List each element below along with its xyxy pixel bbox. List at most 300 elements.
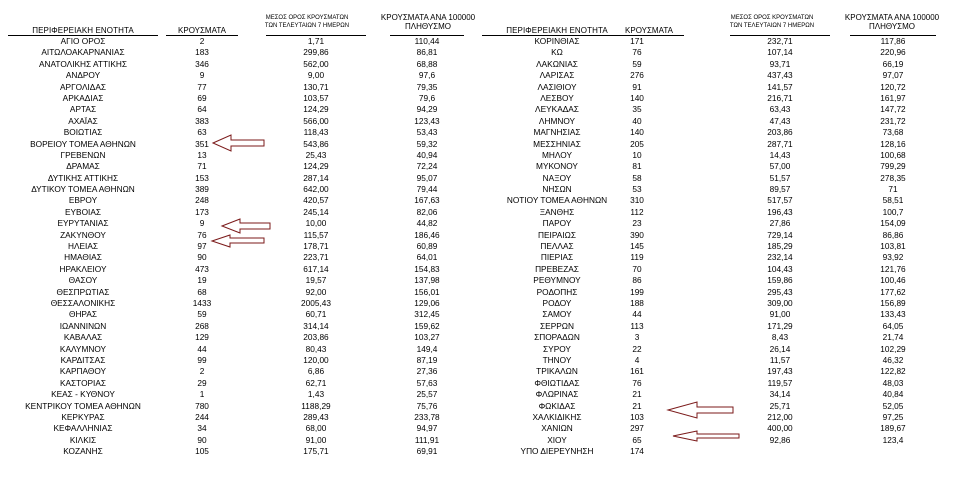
cell-per100k: 278,35 bbox=[880, 172, 906, 183]
table-row bbox=[478, 36, 956, 47]
header-avg-line1: ΜΕΣΟΣ ΟΡΟΣ ΚΡΟΥΣΜΑΤΩΝ bbox=[265, 15, 349, 21]
cell-cases: 40 bbox=[632, 115, 642, 126]
cell-region: ΘΕΣΠΡΩΤΙΑΣ bbox=[56, 286, 110, 297]
cell-cases: 145 bbox=[630, 241, 644, 252]
cell-per100k: 53,43 bbox=[416, 127, 438, 138]
cell-cases: 199 bbox=[630, 286, 644, 297]
cell-cases: 268 bbox=[195, 320, 209, 331]
cell-avg: 295,43 bbox=[767, 286, 793, 297]
cell-per100k: 68,88 bbox=[416, 58, 438, 69]
cell-per100k: 177,62 bbox=[880, 286, 906, 297]
cell-per100k: 161,97 bbox=[880, 92, 906, 103]
cell-per100k: 40,84 bbox=[882, 389, 904, 400]
cell-per100k: 75,76 bbox=[416, 400, 438, 411]
cell-cases: 2 bbox=[199, 36, 205, 46]
header-avg bbox=[712, 14, 832, 30]
table-row bbox=[0, 446, 478, 457]
cell-region: ΗΡΑΚΛΕΙΟΥ bbox=[59, 263, 107, 274]
table-row bbox=[0, 139, 478, 150]
cell-per100k: 147,72 bbox=[880, 104, 906, 115]
cell-per100k: 86,81 bbox=[416, 47, 438, 58]
cell-per100k: 64,01 bbox=[416, 252, 438, 263]
cell-cases: 188 bbox=[630, 297, 644, 308]
cell-cases: 99 bbox=[197, 354, 207, 365]
cell-region: ΗΛΕΙΑΣ bbox=[67, 241, 99, 252]
cell-cases: 29 bbox=[197, 377, 207, 388]
header-region: ΠΕΡΙΦΕΡΕΙΑΚΗ ΕΝΟΤΗΤΑ bbox=[32, 26, 134, 35]
cell-region: ΚΕΝΤΡΙΚΟΥ ΤΟΜΕΑ ΑΘΗΝΩΝ bbox=[25, 400, 141, 411]
table-row bbox=[0, 298, 478, 309]
table-row bbox=[0, 207, 478, 218]
cell-per100k: 233,78 bbox=[414, 411, 440, 422]
cell-region: ΣΑΜΟΥ bbox=[542, 309, 572, 320]
cell-region: ΕΥΡΥΤΑΝΙΑΣ bbox=[57, 218, 109, 229]
cell-cases: 91 bbox=[632, 81, 642, 92]
cell-per100k: 25,57 bbox=[416, 389, 438, 400]
cell-avg: 517,57 bbox=[767, 195, 793, 206]
cell-avg: 68,00 bbox=[305, 423, 327, 434]
cell-per100k: 103,81 bbox=[880, 241, 906, 252]
cell-region: ΙΩΑΝΝΙΝΩΝ bbox=[59, 320, 107, 331]
cell-per100k: 122,82 bbox=[880, 366, 906, 377]
cell-region: ΜΥΚΟΝΟΥ bbox=[536, 161, 578, 172]
cell-cases: 113 bbox=[630, 320, 644, 331]
header-per100k bbox=[832, 13, 952, 31]
cell-per100k: 189,67 bbox=[880, 423, 906, 434]
cell-region: ΝΗΣΩΝ bbox=[542, 184, 572, 195]
cell-cases: 76 bbox=[197, 229, 207, 240]
cell-cases: 129 bbox=[195, 332, 209, 343]
table-row bbox=[0, 70, 478, 81]
cell-region: ΦΘΙΩΤΙΔΑΣ bbox=[534, 377, 580, 388]
cell-avg: 543,86 bbox=[303, 138, 329, 149]
cell-cases: 248 bbox=[195, 195, 209, 206]
cell-region: ΦΛΩΡΙΝΑΣ bbox=[535, 389, 579, 400]
cell-avg: 104,43 bbox=[767, 263, 793, 274]
cell-region: ΖΑΚΥΝΘΟΥ bbox=[60, 229, 106, 240]
cell-per100k: 97,25 bbox=[882, 411, 904, 422]
table-row bbox=[478, 389, 956, 400]
cell-avg: 89,57 bbox=[769, 184, 791, 195]
table-row bbox=[478, 275, 956, 286]
cell-region: ΑΝΔΡΟΥ bbox=[65, 70, 101, 81]
cell-cases: 68 bbox=[197, 286, 207, 297]
table-row bbox=[0, 344, 478, 355]
cell-region: ΛΕΥΚΑΔΑΣ bbox=[535, 104, 579, 115]
table-row bbox=[0, 241, 478, 252]
table-row bbox=[478, 207, 956, 218]
cell-cases: 44 bbox=[197, 343, 207, 354]
table-row bbox=[0, 82, 478, 93]
cell-region: ΥΠΟ ΔΙΕΡΕΥΝΗΣΗ bbox=[520, 446, 594, 457]
cell-cases: 103 bbox=[630, 411, 644, 422]
table-row bbox=[478, 366, 956, 377]
cell-per100k: 97,6 bbox=[418, 70, 436, 81]
left-table bbox=[0, 0, 478, 457]
table-row bbox=[0, 161, 478, 172]
cell-per100k: 58,51 bbox=[882, 195, 904, 206]
cell-avg: 642,00 bbox=[303, 184, 329, 195]
cell-avg: 124,29 bbox=[303, 161, 329, 172]
cell-per100k: 149,4 bbox=[416, 343, 438, 354]
cell-cases: 171 bbox=[630, 36, 644, 46]
cell-avg: 51,57 bbox=[769, 172, 791, 183]
cell-avg: 566,00 bbox=[303, 115, 329, 126]
cell-region: ΜΑΓΝΗΣΙΑΣ bbox=[533, 127, 581, 138]
cell-avg: 80,43 bbox=[305, 343, 327, 354]
cell-per100k: 123,4 bbox=[882, 434, 904, 445]
cell-cases: 780 bbox=[195, 400, 209, 411]
cell-cases: 276 bbox=[630, 70, 644, 81]
cell-cases: 44 bbox=[632, 309, 642, 320]
cell-region: ΑΡΓΟΛΙΔΑΣ bbox=[60, 81, 106, 92]
cell-per100k: 59,32 bbox=[416, 138, 438, 149]
cell-region: ΘΑΣΟΥ bbox=[68, 275, 98, 286]
cell-region: ΠΕΛΛΑΣ bbox=[540, 241, 574, 252]
cell-region: ΒΟΡΕΙΟΥ ΤΟΜΕΑ ΑΘΗΝΩΝ bbox=[30, 138, 136, 149]
table-row bbox=[0, 218, 478, 229]
cell-avg: 1,43 bbox=[307, 389, 325, 400]
left-table-header bbox=[0, 0, 478, 36]
table-row bbox=[478, 139, 956, 150]
table-row bbox=[0, 150, 478, 161]
cell-avg: 25,43 bbox=[305, 149, 327, 160]
cell-per100k: 154,09 bbox=[880, 218, 906, 229]
cell-region: ΕΒΡΟΥ bbox=[68, 195, 98, 206]
cell-avg: 729,14 bbox=[767, 229, 793, 240]
cell-avg: 120,00 bbox=[303, 354, 329, 365]
cell-region: ΣΕΡΡΩΝ bbox=[540, 320, 574, 331]
table-row bbox=[0, 389, 478, 400]
cell-cases: 59 bbox=[197, 309, 207, 320]
cell-avg: 34,14 bbox=[769, 389, 791, 400]
cell-cases: 244 bbox=[195, 411, 209, 422]
cell-region: ΚΑΡΠΑΘΟΥ bbox=[59, 366, 107, 377]
header-per100k-line1: ΚΡΟΥΣΜΑΤΑ ΑΝΑ 100000 bbox=[844, 13, 940, 22]
table-row bbox=[478, 82, 956, 93]
table-row bbox=[0, 275, 478, 286]
cell-avg: 119,57 bbox=[767, 377, 793, 388]
cell-region: ΚΑΣΤΟΡΙΑΣ bbox=[59, 377, 107, 388]
cell-region: ΘΕΣΣΑΛΟΝΙΚΗΣ bbox=[50, 297, 116, 308]
cell-cases: 76 bbox=[632, 47, 642, 58]
cell-avg: 289,43 bbox=[303, 411, 329, 422]
cell-region: ΑΝΑΤΟΛΙΚΗΣ ΑΤΤΙΚΗΣ bbox=[38, 58, 128, 69]
cell-avg: 11,57 bbox=[769, 354, 791, 365]
table-row bbox=[0, 104, 478, 115]
cell-avg: 62,71 bbox=[305, 377, 327, 388]
cell-cases: 34 bbox=[197, 423, 207, 434]
cell-per100k: 120,72 bbox=[880, 81, 906, 92]
cell-avg: 115,57 bbox=[303, 229, 329, 240]
cell-cases: 64 bbox=[197, 104, 207, 115]
cell-avg: 314,14 bbox=[303, 320, 329, 331]
table-row bbox=[0, 332, 478, 343]
table-row bbox=[478, 218, 956, 229]
cell-cases: 1433 bbox=[192, 297, 212, 308]
header-per100k bbox=[368, 13, 488, 31]
cell-avg: 216,71 bbox=[767, 92, 793, 103]
cell-avg: 232,14 bbox=[767, 252, 793, 263]
cell-avg: 287,14 bbox=[303, 172, 329, 183]
table-row bbox=[0, 435, 478, 446]
cell-avg: 118,43 bbox=[303, 127, 329, 138]
cell-avg: 103,57 bbox=[303, 92, 329, 103]
cell-per100k: 121,76 bbox=[880, 263, 906, 274]
cell-cases: 22 bbox=[632, 343, 642, 354]
cell-per100k: 44,82 bbox=[416, 218, 438, 229]
cell-avg: 1,71 bbox=[307, 36, 325, 46]
cell-region: ΚΕΑΣ - ΚΥΘΝΟΥ bbox=[51, 389, 115, 400]
table-row bbox=[0, 36, 478, 47]
cell-per100k: 156,89 bbox=[880, 297, 906, 308]
cell-per100k: 156,01 bbox=[414, 286, 440, 297]
cell-avg: 171,29 bbox=[767, 320, 793, 331]
cell-cases: 346 bbox=[195, 58, 209, 69]
cell-cases: 35 bbox=[632, 104, 642, 115]
table-row bbox=[478, 309, 956, 320]
cell-avg: 91,00 bbox=[305, 434, 327, 445]
header-region: ΠΕΡΙΦΕΡΕΙΑΚΗ ΕΝΟΤΗΤΑ bbox=[506, 26, 608, 35]
table-row bbox=[0, 47, 478, 58]
cell-region: ΔΥΤΙΚΟΥ ΤΟΜΕΑ ΑΘΗΝΩΝ bbox=[31, 184, 135, 195]
table-row bbox=[478, 47, 956, 58]
cell-region: ΚΟΖΑΝΗΣ bbox=[63, 446, 103, 457]
cell-region: ΘΗΡΑΣ bbox=[68, 309, 98, 320]
cell-region: ΧΙΟΥ bbox=[547, 434, 567, 445]
cell-cases: 153 bbox=[195, 172, 209, 183]
table-row bbox=[478, 173, 956, 184]
table-row bbox=[478, 116, 956, 127]
cell-cases: 390 bbox=[630, 229, 644, 240]
cell-region: ΛΗΜΝΟΥ bbox=[538, 115, 576, 126]
cell-region: ΠΡΕΒΕΖΑΣ bbox=[535, 263, 579, 274]
cell-avg: 1188,29 bbox=[301, 400, 331, 411]
cell-per100k: 103,27 bbox=[414, 332, 440, 343]
cell-cases: 76 bbox=[632, 377, 642, 388]
cell-avg: 437,43 bbox=[767, 70, 793, 81]
cell-region: ΜΗΛΟΥ bbox=[542, 149, 572, 160]
table-row bbox=[478, 59, 956, 70]
cell-per100k: 72,24 bbox=[416, 161, 438, 172]
cell-per100k: 66,19 bbox=[882, 58, 904, 69]
cell-region: ΚΟΡΙΝΘΙΑΣ bbox=[534, 36, 580, 46]
right-table-body bbox=[478, 36, 956, 457]
cell-region: ΧΑΝΙΩΝ bbox=[541, 423, 573, 434]
cell-cases: 9 bbox=[199, 70, 205, 81]
cell-avg: 212,00 bbox=[767, 411, 793, 422]
table-row bbox=[478, 344, 956, 355]
table-row bbox=[0, 116, 478, 127]
cell-region: ΝΑΞΟΥ bbox=[542, 172, 572, 183]
cell-per100k: 93,92 bbox=[882, 252, 904, 263]
cell-avg: 299,86 bbox=[303, 47, 329, 58]
cell-avg: 159,86 bbox=[767, 275, 793, 286]
cell-region: ΑΓΙΟ ΟΡΟΣ bbox=[60, 36, 106, 46]
cell-per100k: 123,43 bbox=[414, 115, 440, 126]
header-avg-line1: ΜΕΣΟΣ ΟΡΟΣ ΚΡΟΥΣΜΑΤΩΝ bbox=[730, 15, 814, 21]
cell-per100k: 79,44 bbox=[416, 184, 438, 195]
table-row bbox=[478, 287, 956, 298]
cell-region: ΗΜΑΘΙΑΣ bbox=[64, 252, 102, 263]
cell-region: ΚΩ bbox=[551, 47, 563, 58]
cell-cases: 297 bbox=[630, 423, 644, 434]
cell-per100k: 167,63 bbox=[414, 195, 440, 206]
cell-region: ΛΕΣΒΟΥ bbox=[540, 92, 574, 103]
cell-cases: 21 bbox=[632, 389, 642, 400]
cell-cases: 77 bbox=[197, 81, 207, 92]
cell-avg: 10,00 bbox=[305, 218, 327, 229]
cell-avg: 185,29 bbox=[767, 241, 793, 252]
cell-per100k: 52,05 bbox=[882, 400, 904, 411]
cell-avg: 196,43 bbox=[767, 206, 793, 217]
table-row bbox=[478, 435, 956, 446]
table-row bbox=[478, 264, 956, 275]
cell-avg: 19,57 bbox=[305, 275, 327, 286]
cell-avg: 27,86 bbox=[769, 218, 791, 229]
cell-region: ΑΧΑΪΑΣ bbox=[68, 115, 98, 126]
cell-region: ΤΡΙΚΑΛΩΝ bbox=[536, 366, 578, 377]
cell-avg: 178,71 bbox=[303, 241, 329, 252]
table-row bbox=[0, 287, 478, 298]
cell-region: ΓΡΕΒΕΝΩΝ bbox=[60, 149, 106, 160]
cell-per100k: 312,45 bbox=[414, 309, 440, 320]
cell-region: ΑΡΚΑΔΙΑΣ bbox=[62, 92, 104, 103]
cell-avg: 14,43 bbox=[769, 149, 791, 160]
cell-per100k: 129,06 bbox=[414, 297, 440, 308]
table-row bbox=[0, 378, 478, 389]
cell-cases: 351 bbox=[195, 138, 209, 149]
cell-cases: 58 bbox=[632, 172, 642, 183]
cell-avg: 124,29 bbox=[303, 104, 329, 115]
cell-avg: 47,43 bbox=[769, 115, 791, 126]
cell-region: ΚΑΛΥΜΝΟΥ bbox=[59, 343, 107, 354]
table-row bbox=[0, 230, 478, 241]
cell-cases: 86 bbox=[632, 275, 642, 286]
cell-cases: 473 bbox=[195, 263, 209, 274]
cell-region: ΚΑΒΑΛΑΣ bbox=[63, 332, 103, 343]
cell-per100k: 82,06 bbox=[416, 206, 438, 217]
table-row bbox=[0, 401, 478, 412]
cell-region: ΑΡΤΑΣ bbox=[69, 104, 97, 115]
cell-per100k: 21,74 bbox=[882, 332, 904, 343]
cell-per100k: 110,44 bbox=[414, 36, 440, 46]
cell-avg: 420,57 bbox=[303, 195, 329, 206]
cell-per100k: 48,03 bbox=[882, 377, 904, 388]
cell-avg: 141,57 bbox=[767, 81, 793, 92]
cell-per100k: 79,35 bbox=[416, 81, 438, 92]
table-row bbox=[0, 309, 478, 320]
cell-region: ΛΑΣΙΘΙΟΥ bbox=[537, 81, 577, 92]
right-table bbox=[478, 0, 956, 457]
cell-cases: 65 bbox=[632, 434, 642, 445]
cell-region: ΛΑΚΩΝΙΑΣ bbox=[536, 58, 578, 69]
cell-region: ΚΕΡΚΥΡΑΣ bbox=[61, 411, 105, 422]
cell-cases: 140 bbox=[630, 127, 644, 138]
cell-per100k: 94,97 bbox=[416, 423, 438, 434]
table-row bbox=[0, 93, 478, 104]
cell-per100k: 799,29 bbox=[880, 161, 906, 172]
cell-per100k: 87,19 bbox=[416, 354, 438, 365]
table-row bbox=[478, 93, 956, 104]
cell-cases: 383 bbox=[195, 115, 209, 126]
cell-cases: 310 bbox=[630, 195, 644, 206]
table-row bbox=[478, 70, 956, 81]
table-row bbox=[478, 161, 956, 172]
table-row bbox=[0, 321, 478, 332]
cell-cases: 173 bbox=[195, 206, 209, 217]
cell-per100k: 60,89 bbox=[416, 241, 438, 252]
left-table-body bbox=[0, 36, 478, 457]
cell-avg: 617,14 bbox=[303, 263, 329, 274]
cell-region: ΚΑΡΔΙΤΣΑΣ bbox=[60, 354, 106, 365]
table-row bbox=[478, 423, 956, 434]
cell-avg: 232,71 bbox=[767, 36, 793, 46]
cell-region: ΑΙΤΩΛΟΑΚΑΡΝΑΝΙΑΣ bbox=[41, 47, 125, 58]
table-row bbox=[478, 230, 956, 241]
cell-region: ΠΑΡΟΥ bbox=[542, 218, 572, 229]
cell-per100k: 102,29 bbox=[880, 343, 906, 354]
cell-avg: 92,86 bbox=[769, 434, 791, 445]
cell-cases: 105 bbox=[195, 446, 209, 457]
cell-region: ΡΟΔΟΥ bbox=[542, 297, 572, 308]
cell-cases: 161 bbox=[630, 366, 644, 377]
header-per100k-line2: ΠΛΗΘΥΣΜΟ bbox=[404, 22, 452, 31]
cell-region: ΔΥΤΙΚΗΣ ΑΤΤΙΚΗΣ bbox=[47, 172, 119, 183]
cell-avg: 400,00 bbox=[767, 423, 793, 434]
cell-per100k: 95,07 bbox=[416, 172, 438, 183]
right-table-header bbox=[478, 0, 956, 36]
cell-avg: 107,14 bbox=[767, 47, 793, 58]
cell-cases: 119 bbox=[630, 252, 644, 263]
cell-per100k: 64,05 bbox=[882, 320, 904, 331]
cell-avg: 91,00 bbox=[769, 309, 791, 320]
cell-avg: 203,86 bbox=[767, 127, 793, 138]
cell-region: ΒΟΙΩΤΙΑΣ bbox=[63, 127, 103, 138]
cell-region: ΣΠΟΡΑΔΩΝ bbox=[534, 332, 580, 343]
cell-cases: 389 bbox=[195, 184, 209, 195]
cell-region: ΝΟΤΙΟΥ ΤΟΜΕΑ ΑΘΗΝΩΝ bbox=[506, 195, 608, 206]
cell-avg: 63,43 bbox=[769, 104, 791, 115]
cell-cases: 90 bbox=[197, 252, 207, 263]
cell-cases: 13 bbox=[197, 149, 207, 160]
cell-per100k: 27,36 bbox=[416, 366, 438, 377]
table-row bbox=[0, 264, 478, 275]
cell-per100k: 100,46 bbox=[880, 275, 906, 286]
cell-region: ΔΡΑΜΑΣ bbox=[66, 161, 100, 172]
table-row bbox=[0, 423, 478, 434]
table-row bbox=[478, 195, 956, 206]
cell-per100k: 117,86 bbox=[880, 36, 906, 46]
cell-cases: 59 bbox=[632, 58, 642, 69]
cell-cases: 69 bbox=[197, 92, 207, 103]
cell-avg: 203,86 bbox=[303, 332, 329, 343]
cell-per100k: 94,29 bbox=[416, 104, 438, 115]
cell-per100k: 71 bbox=[888, 184, 898, 195]
cell-cases: 90 bbox=[197, 434, 207, 445]
cell-cases: 19 bbox=[197, 275, 207, 286]
table-row bbox=[478, 241, 956, 252]
cell-avg: 8,43 bbox=[771, 332, 789, 343]
cell-per100k: 100,7 bbox=[882, 206, 904, 217]
cell-cases: 205 bbox=[630, 138, 644, 149]
cell-cases: 70 bbox=[632, 263, 642, 274]
cell-region: ΡΕΘΥΜΝΟΥ bbox=[533, 275, 581, 286]
cell-cases: 174 bbox=[630, 446, 644, 457]
table-row bbox=[478, 446, 956, 457]
cell-per100k: 133,43 bbox=[880, 309, 906, 320]
cell-avg: 287,71 bbox=[767, 138, 793, 149]
